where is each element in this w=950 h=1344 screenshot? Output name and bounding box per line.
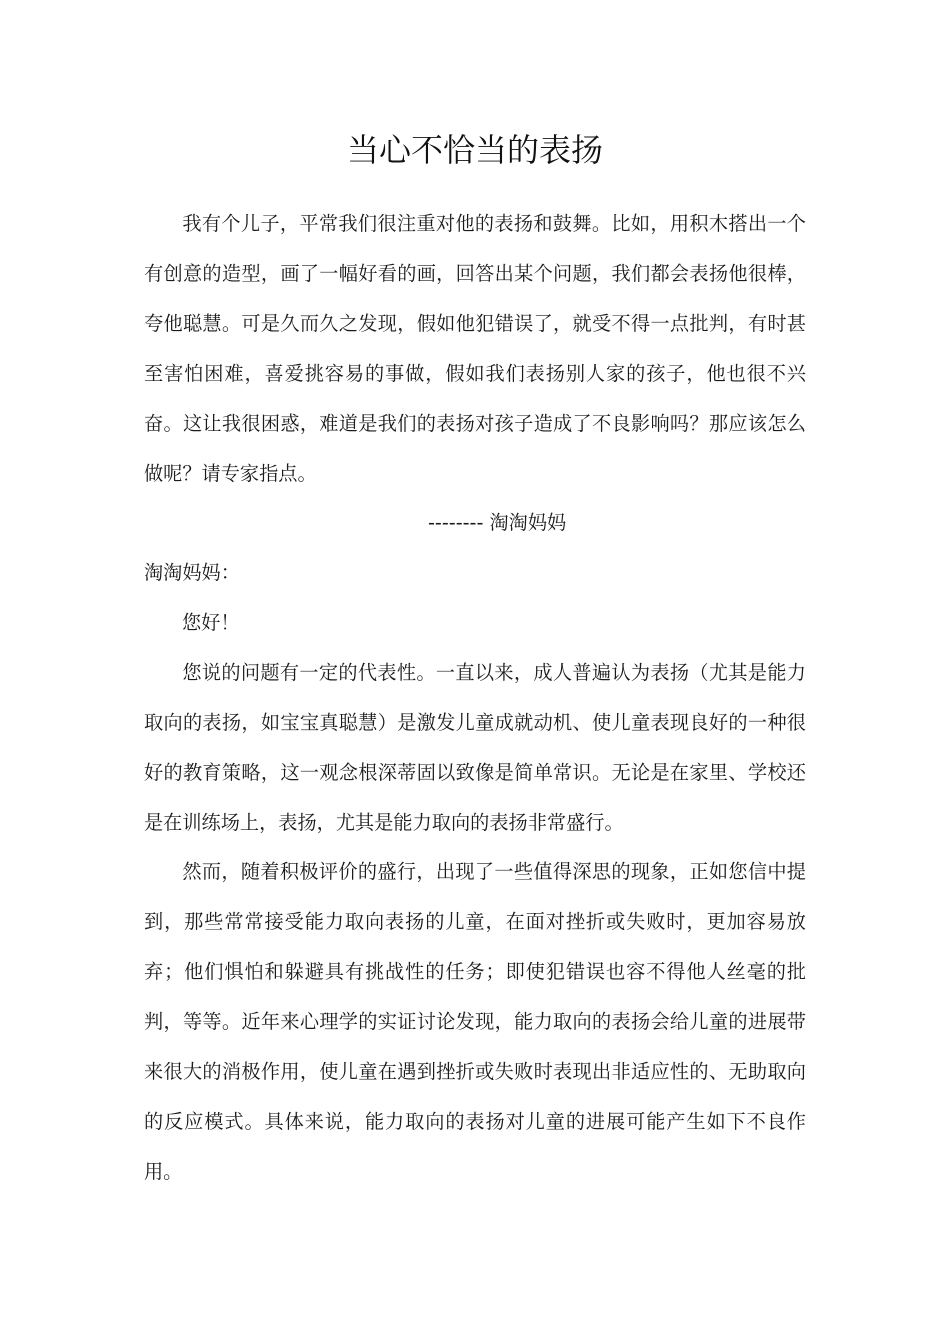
reply-paragraph-1: 您说的问题有一定的代表性。一直以来，成人普遍认为表扬（尤其是能力取向的表扬，如宝宝真聪慧）是激发儿童成就动机、使儿童表现良好的一种很好的教育策略，这一观念根深蒂固以致像是简单常识。无论是在家里、学校还是在训练场上，表扬，尤其是能力取向的表扬非常盛行。 xyxy=(144,661,806,834)
reply-greeting: 您好！ xyxy=(182,611,240,634)
reply-salutation: 淘淘妈妈： xyxy=(144,561,240,584)
document-title: 当心不恰当的表扬 xyxy=(346,131,603,169)
letter-signature: -------- 淘淘妈妈 xyxy=(428,511,567,534)
reply-paragraph-2: 然而，随着积极评价的盛行，出现了一些值得深思的现象，正如您信中提到，那些常常接受能力取向表扬的儿童，在面对挫折或失败时，更加容易放弃；他们惧怕和躲避具有挑战性的任务；即使犯错误也容不得他人丝毫的批判，等等。近年来心理学的实证讨论发现，能力取向的表扬会给儿童的进展带来很大的消极作用，使儿童在遇到挫折或失败时表现出非适应性的、无助取向的反应模式。具体来说，能力取向的表扬对儿童的进展可能产生如下不良作用。 xyxy=(144,860,806,1183)
letter-paragraph: 我有个儿子，平常我们很注重对他的表扬和鼓舞。比如，用积木搭出一个有创意的造型，画了一幅好看的画，回答出某个问题，我们都会表扬他很棒，夸他聪慧。可是久而久之发现，假如他犯错误了，就受不得一点批判，有时甚至害怕困难，喜爱挑容易的事做，假如我们表扬别人家的孩子，他也很不兴奋。这让我很困惑，难道是我们的表扬对孩子造成了不良影响吗？那应该怎么做呢？请专家指点。 xyxy=(144,212,806,485)
